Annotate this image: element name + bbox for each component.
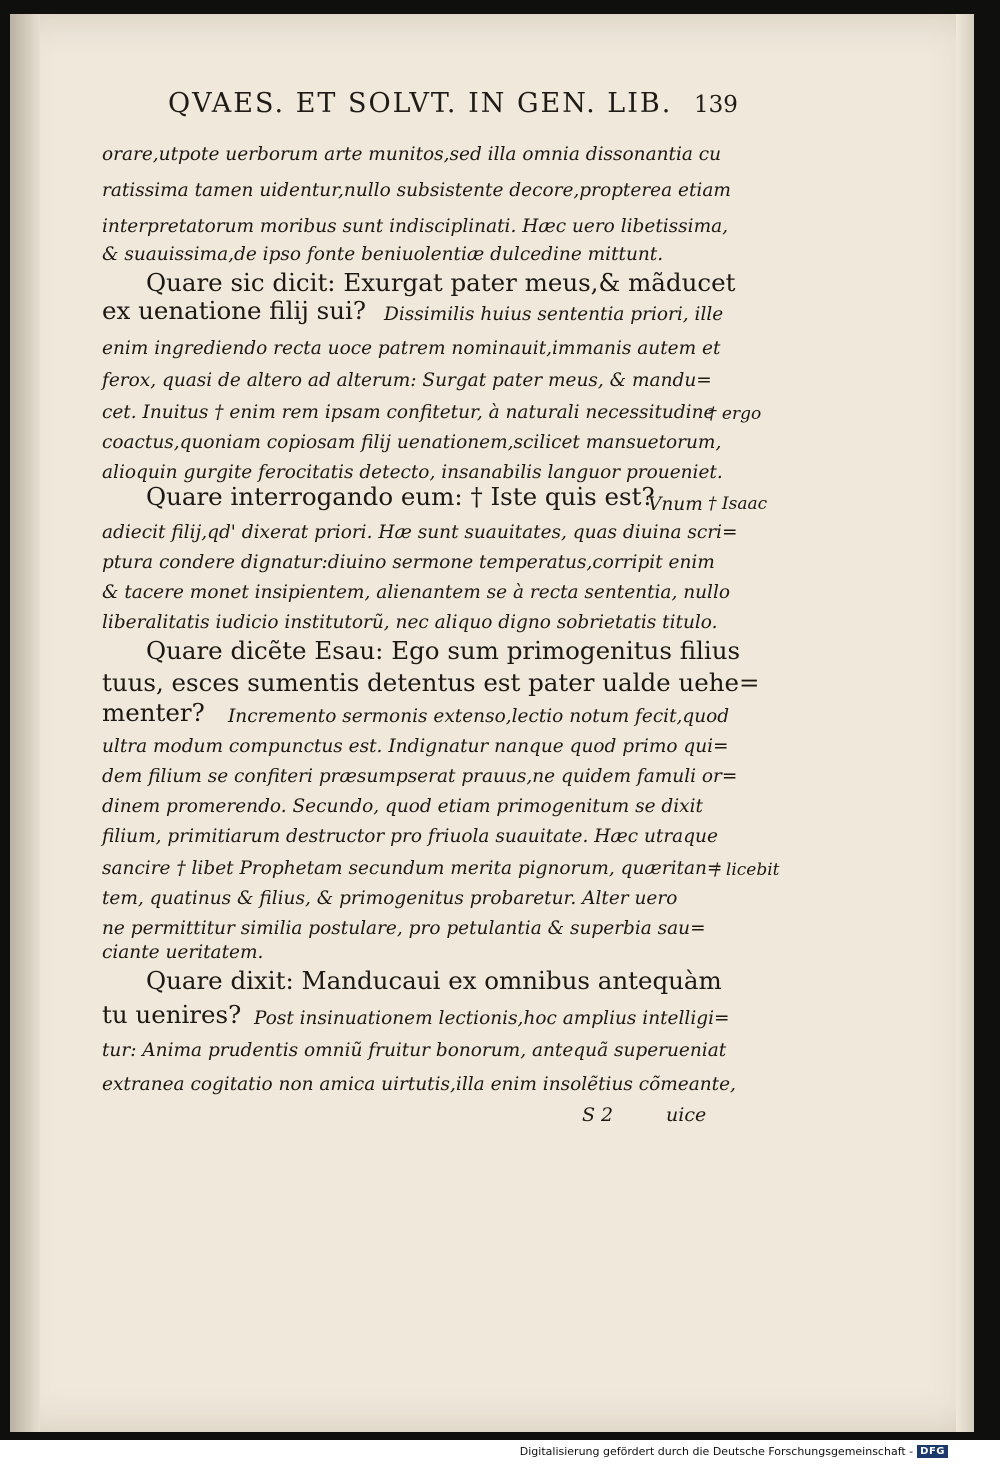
text-line: interpretatorum moribus sunt indisciplinati. Hæc uero libetissima, [102, 216, 729, 237]
text-line: ratissima tamen uidentur,nullo subsistente decore,propterea etiam [102, 180, 731, 201]
marginal-note: † licebit [712, 860, 780, 880]
page-number: 139 [694, 92, 738, 118]
dfg-logo-icon: DFG [917, 1445, 948, 1458]
credit-text: Digitalisierung gefördert durch die Deutsche Forschungsgemeinschaft - [519, 1444, 914, 1458]
text-line: orare,utpote uerborum arte munitos,sed illa omnia dissonantia cu [102, 144, 722, 165]
text-line: liberalitatis iudicio institutorũ, nec aliquo digno sobrietatis titulo. [102, 612, 718, 633]
text-line: Dissimilis huius sententia priori, ille [384, 304, 724, 325]
text-line: sancire † libet Prophetam secundum merita pignorum, quæritan= [102, 858, 723, 879]
question-heading: tu uenires? [102, 1000, 242, 1029]
text-line: tem, quatinus & filius, & primogenitus probaretur. Alter uero [102, 888, 678, 909]
question-heading: Quare dixit: Manducaui ex omnibus antequàm [146, 966, 722, 995]
text-line: tur: Anima prudentis omniũ fruitur bonorum, antequã superueniat [102, 1040, 727, 1061]
running-head: QVAES. ET SOLVT. IN GEN. LIB. [168, 88, 673, 119]
text-line: enim ingrediendo recta uoce patrem nominauit,immanis autem et [102, 338, 721, 359]
page-gutter [10, 14, 40, 1432]
digitization-credit [520, 1442, 948, 1460]
question-heading: Quare sic dicit: Exurgat pater meus,& mãducet [146, 268, 736, 297]
text-line: Incremento sermonis extenso,lectio notum fecit,quod [228, 706, 730, 727]
text-line: ultra modum compunctus est. Indignatur nanque quod primo qui= [102, 736, 729, 757]
text-line: dinem promerendo. Secundo, quod etiam primogenitum se dixit [102, 796, 703, 817]
text-line: adiecit filij,qd' dixerat priori. Hæ sunt suauitates, quas diuina scri= [102, 522, 738, 543]
text-line: filium, primitiarum destructor pro friuola suauitate. Hæc utraque [102, 826, 718, 847]
text-line: & suauissima,de ipso fonte beniuolentiæ dulcedine mittunt. [102, 244, 664, 265]
question-heading: menter? [102, 698, 205, 727]
text-line: cet. Inuitus † enim rem ipsam confitetur, à naturali necessitudine [102, 402, 715, 423]
text-line: extranea cogitatio non amica uirtutis,illa enim insolẽtius cõmeante, [102, 1074, 736, 1095]
text-line: dem filium se confiteri præsumpserat prauus,ne quidem famuli or= [102, 766, 738, 787]
text-line: Vnum [648, 494, 703, 515]
marginal-note: † ergo [708, 404, 762, 424]
text-line: Post insinuationem lectionis,hoc amplius intelligi= [254, 1008, 730, 1029]
question-heading: Quare dicẽte Esau: Ego sum primogenitus filius [146, 636, 741, 665]
question-heading: tuus, esces sumentis detentus est pater ualde uehe= [102, 668, 760, 697]
text-line: ne permittitur similia postulare, pro petulantia & superbia sau= [102, 918, 706, 939]
text-line: coactus,quoniam copiosam filij uenationem,scilicet mansuetorum, [102, 432, 722, 453]
question-heading: ex uenatione filij sui? [102, 296, 366, 325]
marginal-note: † Isaac [708, 494, 768, 514]
text-line: ferox, quasi de altero ad alterum: Surgat pater meus, & mandu= [102, 370, 712, 391]
question-heading: Quare interrogando eum: † Iste quis est? [146, 482, 655, 511]
text-line: ciante ueritatem. [102, 942, 264, 963]
signature-mark: S 2 [582, 1104, 614, 1126]
text-line: & tacere monet insipientem, alienantem se à recta sententia, nullo [102, 582, 731, 603]
text-line: ptura condere dignatur:diuino sermone temperatus,corripit enim [102, 552, 715, 573]
page-edge [956, 14, 974, 1432]
catchword: uice [666, 1104, 707, 1126]
text-line: alioquin gurgite ferocitatis detecto, insanabilis languor proueniet. [102, 462, 723, 483]
